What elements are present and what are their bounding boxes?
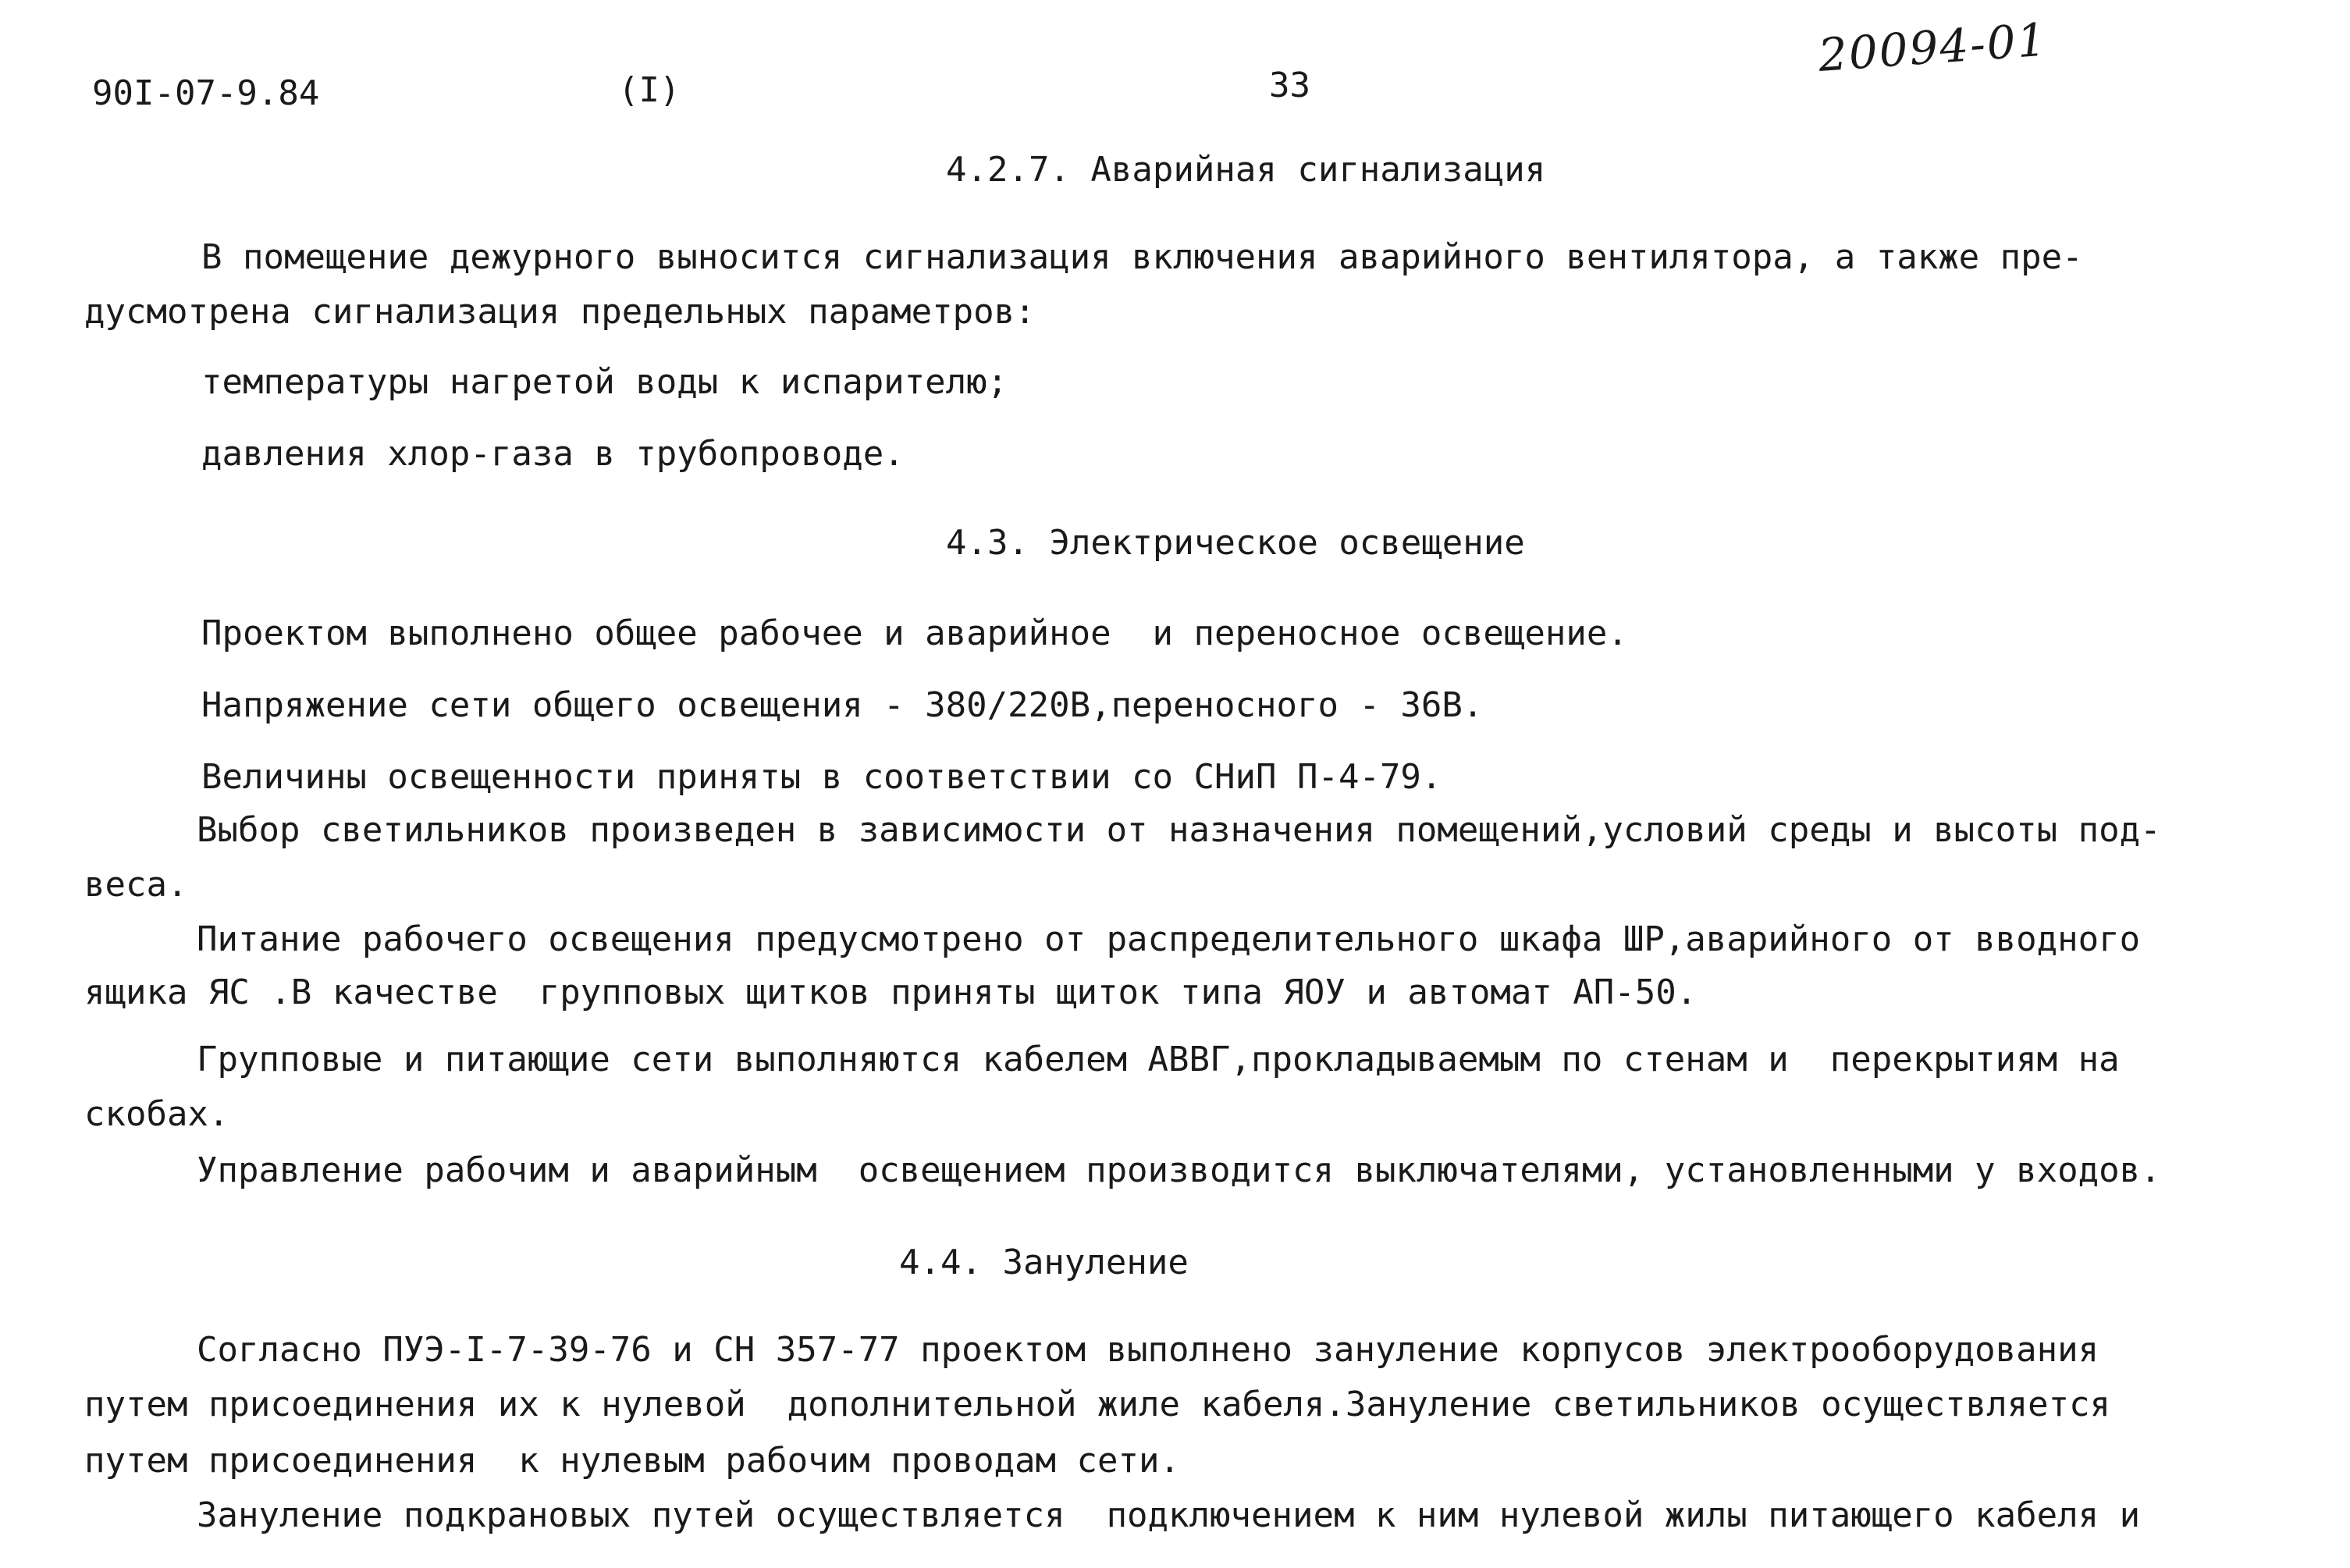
sheet-mark: (I) <box>618 70 681 110</box>
text-line: Напряжение сети общего освещения - 380/220В,переносного - 36В. <box>201 685 1484 725</box>
text-line: В помещение дежурного выносится сигнализация включения аварийного вентилятора, а также пре- <box>201 237 2083 277</box>
text-line: скобах. <box>84 1094 229 1134</box>
section-heading-4-3: 4.3. Электрическое освещение <box>946 523 1525 563</box>
text-line: дусмотрена сигнализация предельных параметров: <box>84 292 1036 332</box>
text-line: Величины освещенности приняты в соответствии со СНиП П-4-79. <box>201 757 1442 797</box>
text-line: Зануление подкрановых путей осуществляется подключением к ним нулевой жилы питающего кабеля и <box>197 1495 2141 1535</box>
text-line: Питание рабочего освещения предусмотрено от распределительного шкафа ШР,аварийного от вводного <box>197 919 2141 959</box>
text-line: Групповые и питающие сети выполняются кабелем АВВГ,прокладываемым по стенам и перекрытиям на <box>197 1040 2120 1079</box>
text-line: Согласно ПУЭ-I-7-39-76 и СН 357-77 проектом выполнено зануление корпусов электрооборудования <box>197 1330 2099 1370</box>
section-heading-4-2-7: 4.2.7. Аварийная сигнализация <box>946 150 1546 190</box>
text-line: ящика ЯС .В качестве групповых щитков приняты щиток типа ЯОУ и автомат АП-50. <box>84 972 1698 1012</box>
document-code: 90I-07-9.84 <box>92 73 320 113</box>
text-line: путем присоединения к нулевым рабочим проводам сети. <box>84 1441 1180 1481</box>
text-line: давления хлор-газа в трубопроводе. <box>201 434 905 474</box>
text-line: Проектом выполнено общее рабочее и аварийное и переносное освещение. <box>201 613 1628 653</box>
page-number: 33 <box>1269 66 1310 105</box>
handwritten-number: 20094-01 <box>1816 12 2050 82</box>
text-line: путем присоединения их к нулевой дополнительной жиле кабеля.Зануление светильников осуществляется <box>84 1385 2111 1424</box>
text-line: Выбор светильников произведен в зависимости от назначения помещений,условий среды и высоты под- <box>197 810 2161 850</box>
text-line: веса. <box>84 865 188 905</box>
section-heading-4-4: 4.4. Зануление <box>899 1243 1189 1282</box>
text-line: температуры нагретой воды к испарителю; <box>201 362 1008 402</box>
text-line: Управление рабочим и аварийным освещением производится выключателями, установленными у входов. <box>197 1150 2161 1190</box>
